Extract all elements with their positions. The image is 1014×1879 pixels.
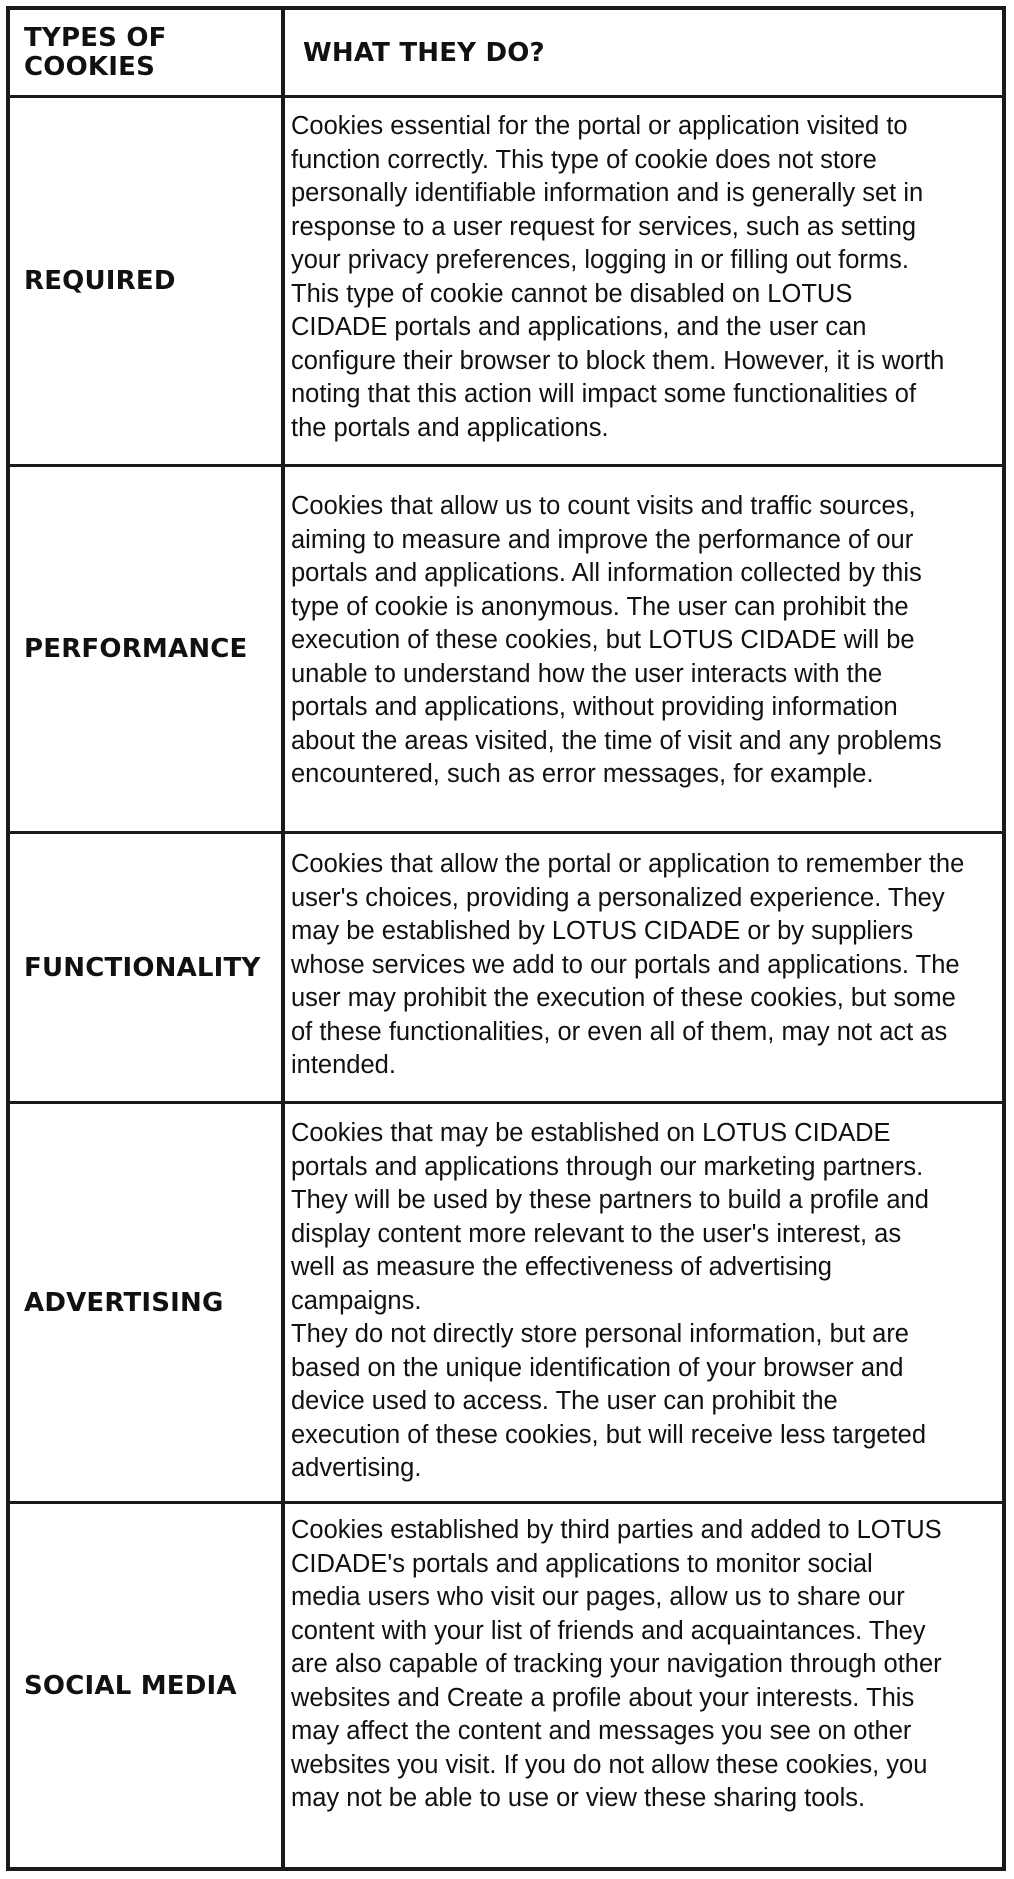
header-what-label: WHAT THEY DO? <box>303 37 545 68</box>
cookie-description: Cookies that allow us to count visits and traffic sources, aiming to measure and improve the performance of our portals and applications. All information collected by this type of cookie is anonymous. The user can prohibit the execution of these cookies, but LOTUS CIDADE will be unable to understand how the user interacts with the portals and applications, without providing information about the areas visited, the time of visit and any problems encountered, such as error messages, for example. <box>291 492 942 788</box>
row-functionality-type-cell <box>10 834 285 1104</box>
row-advertising-description-cell <box>285 1104 1002 1504</box>
cookie-type-label: REQUIRED <box>24 266 176 296</box>
cookie-type-label: FUNCTIONALITY <box>24 952 261 983</box>
cookie-description: Cookies essential for the portal or application visited to function correctly. This type of cookie does not store personally identifiable information and is generally set in response to a user request for services, such as setting your privacy preferences, logging in or filling out forms. This type of cookie cannot be disabled on LOTUS CIDADE portals and applications, and the user can configure their browser to block them. However, it is worth noting that this action will impact some functionalities of the portals and applications. <box>291 112 945 442</box>
row-advertising-type-cell <box>10 1104 285 1504</box>
cookie-types-table <box>6 6 1006 1871</box>
row-required-description-cell <box>285 98 1002 467</box>
row-social-media-type-cell <box>10 1504 285 1867</box>
header-types-label: TYPES OF COOKIES <box>24 22 167 82</box>
cookie-type-label: ADVERTISING <box>24 1287 224 1318</box>
header-what-cell <box>285 10 1002 98</box>
cookie-description: Cookies established by third parties and added to LOTUS CIDADE's portals and applications to monitor social media users who visit our pages, allow us to share our content with your list of friends and acquaintances. They are also capable of tracking your navigation through other websites and Create a profile about your interests. This may affect the content and messages you see on other websites you visit. If you do not allow these cookies, you may not be able to use or view these sharing tools. <box>291 1516 942 1812</box>
cookie-description: Cookies that allow the portal or application to remember the user's choices, providing a personalized experience. They may be established by LOTUS CIDADE or by suppliers whose services we add to our portals and applications. The user may prohibit the execution of these cookies, but some of these functionalities, or even all of them, may not act as intended. <box>291 850 965 1079</box>
row-performance-description-cell <box>285 467 1002 834</box>
cookie-type-label: PERFORMANCE <box>24 634 248 664</box>
cookie-type-label: SOCIAL MEDIA <box>24 1670 237 1701</box>
row-required-type-cell <box>10 98 285 467</box>
cookie-description: Cookies that may be established on LOTUS CIDADE portals and applications through our marketing partners. They will be used by these partners to build a profile and display content more relevant to the user's interest, as well as measure the effectiveness of advertising campaigns. They do not directly store personal information, but are based on the unique identification of your browser and device used to access. The user can prohibit the execution of these cookies, but will receive less targeted advertising. <box>291 1119 929 1482</box>
row-social-media-description-cell <box>285 1504 1002 1867</box>
header-types-cell <box>10 10 285 98</box>
row-functionality-description-cell <box>285 834 1002 1104</box>
row-performance-type-cell <box>10 467 285 834</box>
